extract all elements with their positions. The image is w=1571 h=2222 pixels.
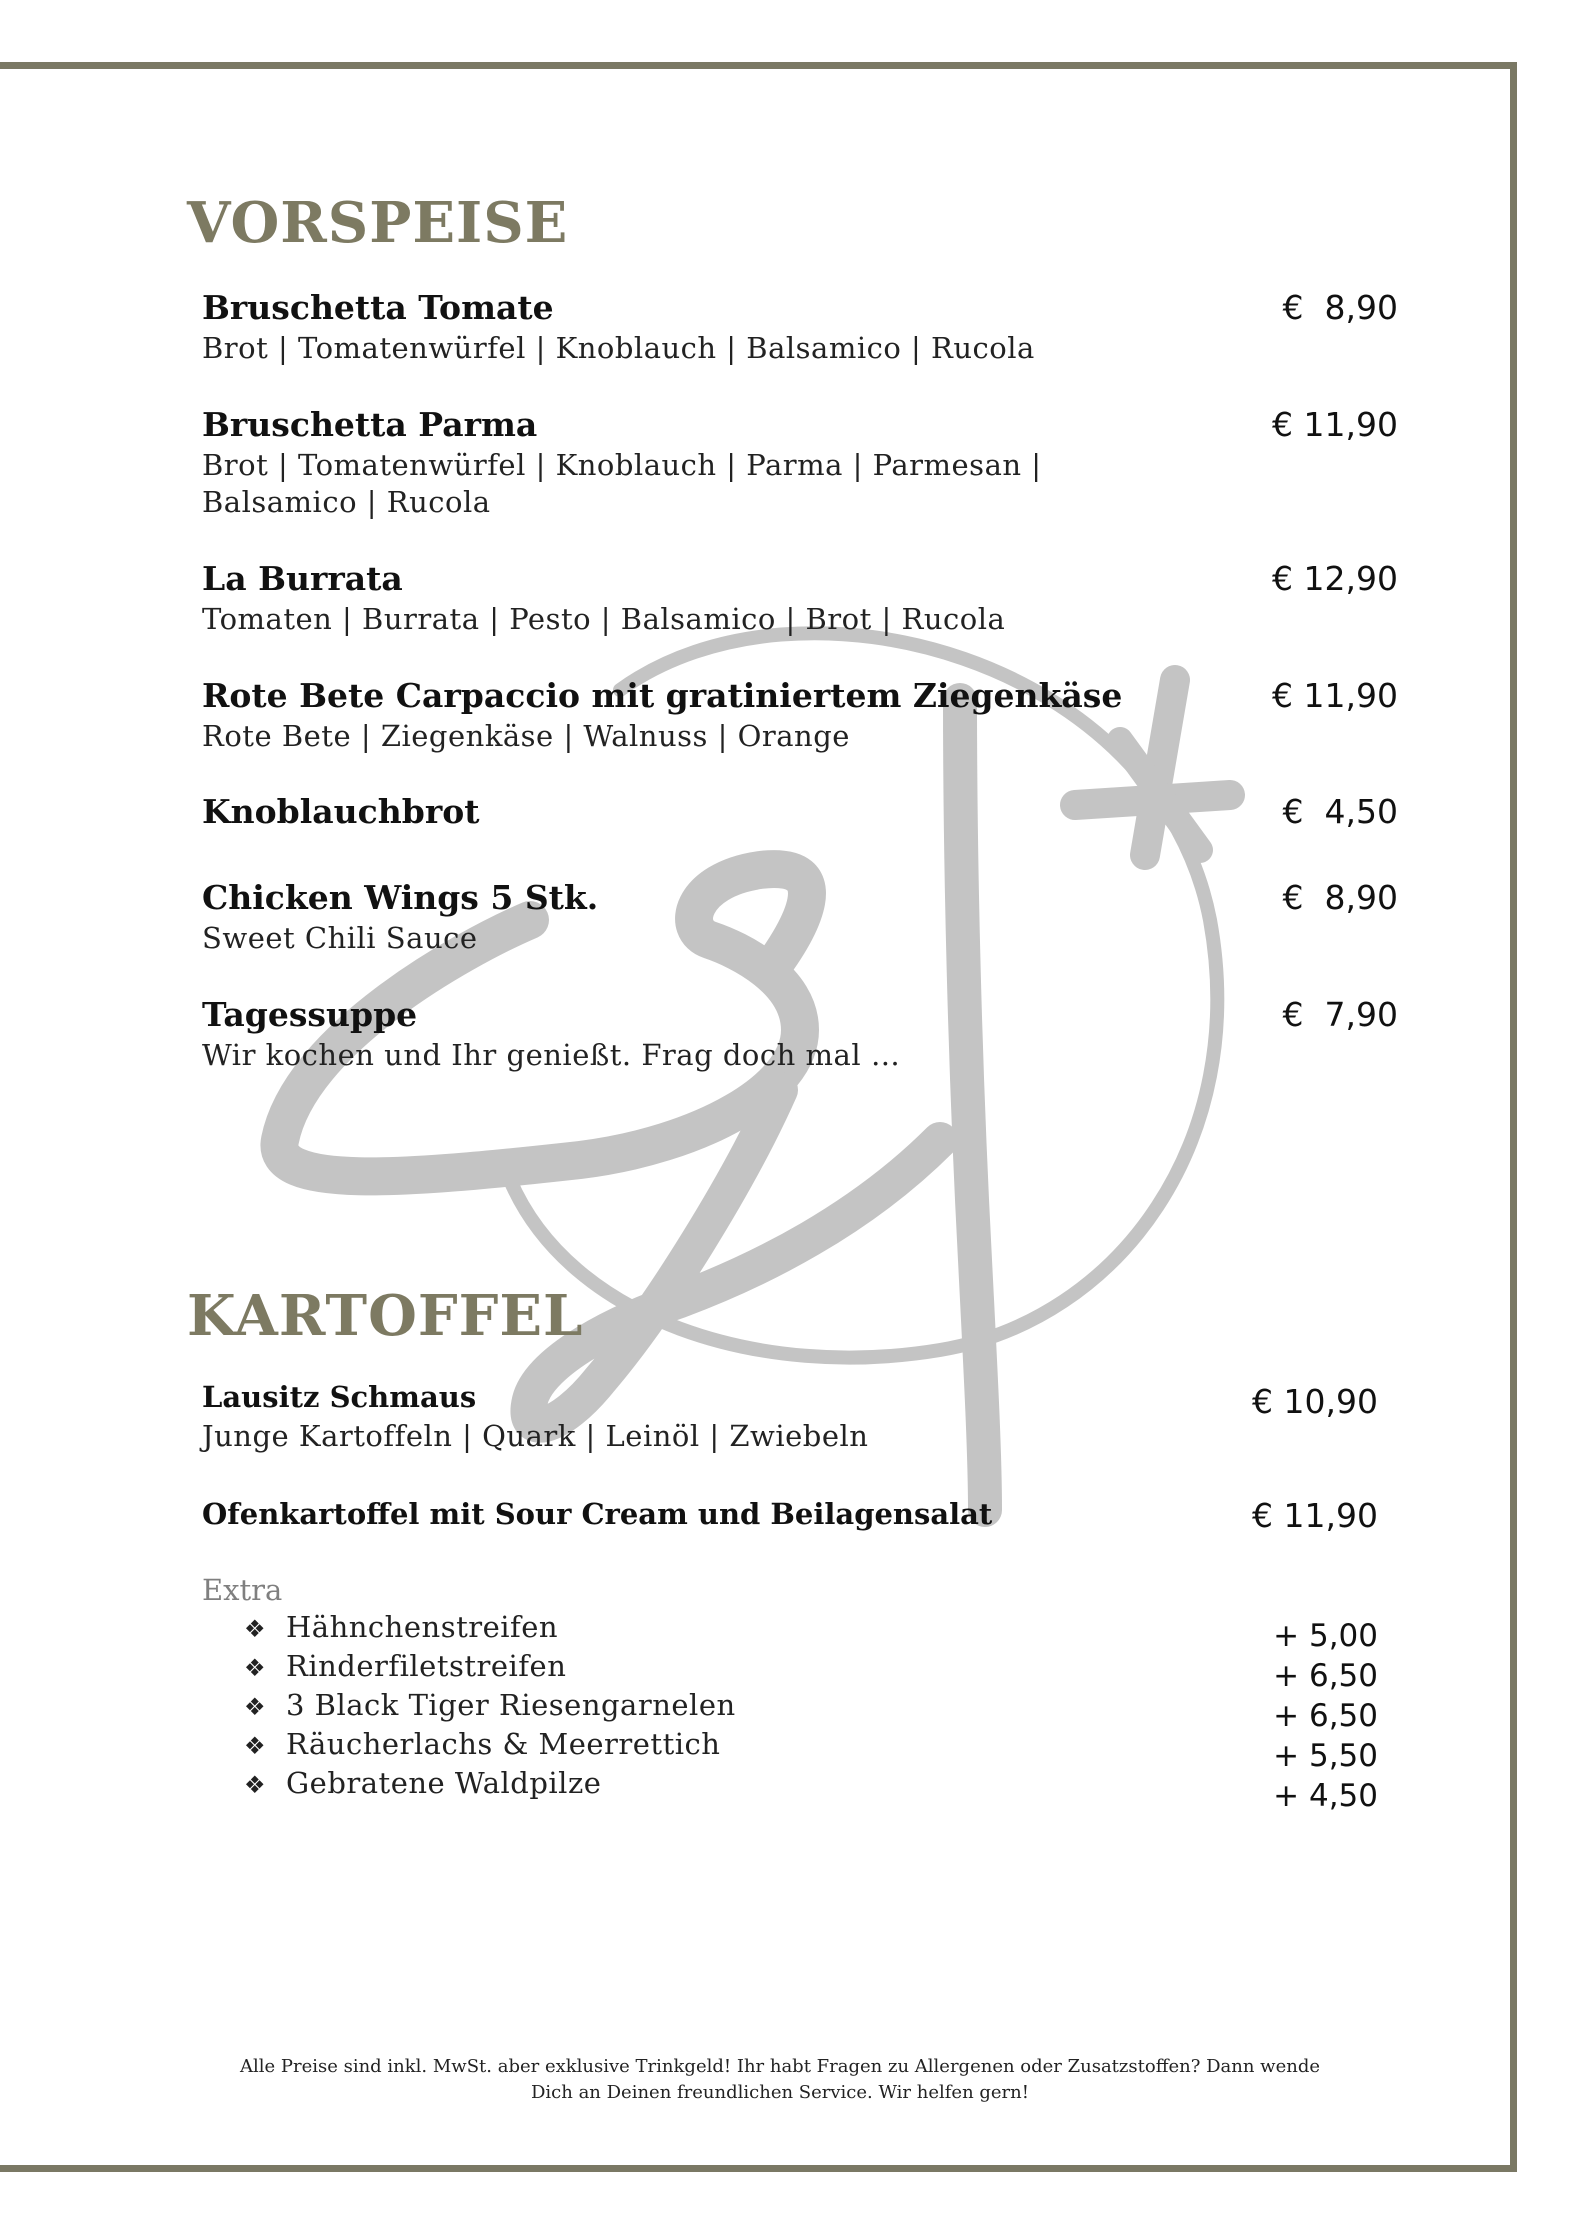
item-price: € 7,90 xyxy=(1282,995,1398,1034)
item-price: € 8,90 xyxy=(1282,878,1398,917)
list-item xyxy=(244,1609,736,1648)
extra-price: + 6,50 xyxy=(1273,1658,1378,1694)
item-description: Brot | Tomatenwürfel | Knoblauch | Balsamico | Rucola xyxy=(202,331,1035,365)
list-item xyxy=(244,1648,736,1687)
diamond-bullet-icon: ❖ xyxy=(244,1732,267,1760)
item-description: Brot | Tomatenwürfel | Knoblauch | Parma | Parmesan | Balsamico | Rucola xyxy=(202,448,1042,519)
item-name: Chicken Wings 5 Stk. xyxy=(202,878,599,917)
extras-list xyxy=(244,1609,736,1804)
extra-name: Hähnchenstreifen xyxy=(286,1610,559,1644)
item-description: Rote Bete | Ziegenkäse | Walnuss | Orange xyxy=(202,719,850,753)
item-price: € 12,90 xyxy=(1272,559,1398,598)
item-price: € 11,90 xyxy=(1272,405,1398,444)
extra-price: + 4,50 xyxy=(1273,1778,1378,1814)
item-price: € 11,90 xyxy=(1272,676,1398,715)
item-price: € 11,90 xyxy=(1252,1496,1378,1535)
extra-price: + 5,50 xyxy=(1273,1738,1378,1774)
extra-price: + 6,50 xyxy=(1273,1698,1378,1734)
extra-name: Rinderfiletstreifen xyxy=(286,1649,567,1683)
extra-name: Räucherlachs & Meerrettich xyxy=(286,1727,721,1761)
item-price: € 8,90 xyxy=(1282,288,1398,327)
diamond-bullet-icon: ❖ xyxy=(244,1654,267,1682)
item-name: Lausitz Schmaus xyxy=(202,1380,477,1414)
item-price: € 4,50 xyxy=(1282,792,1398,831)
extra-name: 3 Black Tiger Riesengarnelen xyxy=(286,1688,736,1722)
extra-price: + 5,00 xyxy=(1273,1618,1378,1654)
section-title-vorspeise: VORSPEISE xyxy=(187,190,569,256)
item-name: Bruschetta Parma xyxy=(202,405,538,444)
list-item xyxy=(244,1687,736,1726)
item-name: Bruschetta Tomate xyxy=(202,288,554,327)
item-price: € 10,90 xyxy=(1252,1382,1378,1421)
list-item xyxy=(244,1765,736,1804)
section-title-kartoffel: KARTOFFEL xyxy=(187,1283,584,1349)
extra-label: Extra xyxy=(202,1573,283,1607)
footer-note xyxy=(160,2054,1400,2106)
diamond-bullet-icon: ❖ xyxy=(244,1771,267,1799)
extras-prices xyxy=(1273,1616,1378,1816)
item-description: Junge Kartoffeln | Quark | Leinöl | Zwiebeln xyxy=(202,1419,869,1453)
item-description: Wir kochen und Ihr genießt. Frag doch mal … xyxy=(202,1038,901,1072)
item-name: Knoblauchbrot xyxy=(202,792,480,831)
diamond-bullet-icon: ❖ xyxy=(244,1693,267,1721)
item-description: Sweet Chili Sauce xyxy=(202,921,478,955)
item-description: Tomaten | Burrata | Pesto | Balsamico | Brot | Rucola xyxy=(202,602,1006,636)
item-name: Rote Bete Carpaccio mit gratiniertem Ziegenkäse xyxy=(202,676,1123,715)
item-name: Ofenkartoffel mit Sour Cream und Beilagensalat xyxy=(202,1497,993,1531)
item-name: Tagessuppe xyxy=(202,995,418,1034)
page-frame xyxy=(0,62,1517,2172)
extra-name: Gebratene Waldpilze xyxy=(286,1766,602,1800)
footer-line: Alle Preise sind inkl. MwSt. aber exklusive Trinkgeld! Ihr habt Fragen zu Allergenen oder Zusatzstoffen? Dann wende xyxy=(239,2056,1321,2077)
item-name: La Burrata xyxy=(202,559,403,598)
list-item xyxy=(244,1726,736,1765)
diamond-bullet-icon: ❖ xyxy=(244,1615,267,1643)
footer-line: Dich an Deinen freundlichen Service. Wir helfen gern! xyxy=(530,2082,1029,2103)
